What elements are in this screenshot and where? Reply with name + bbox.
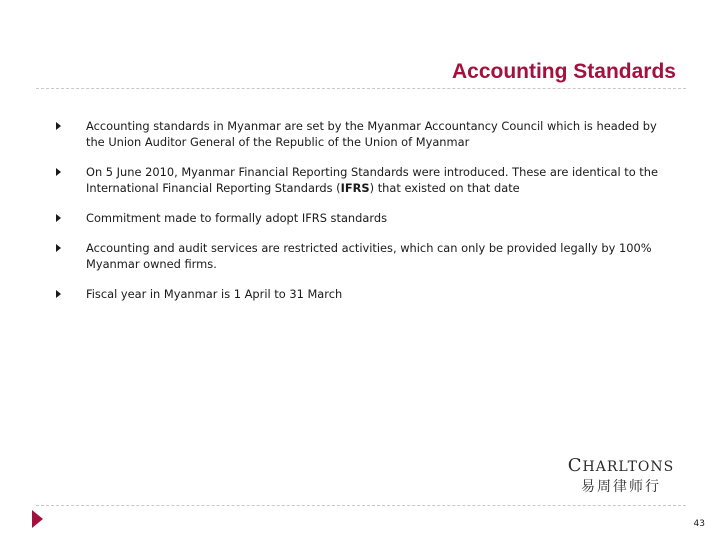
logo-initial: C xyxy=(567,455,583,476)
bullet-item xyxy=(56,118,664,150)
bullet-item xyxy=(56,210,664,226)
bullet-list xyxy=(56,118,664,316)
logo-name xyxy=(556,455,686,478)
bullet-text: Accounting and audit services are restricted activities, which can only be provided legally by 100% Myanmar owned firms. xyxy=(86,241,652,271)
bullet-text xyxy=(86,165,658,195)
bullet-text: Fiscal year in Myanmar is 1 April to 31 March xyxy=(86,287,343,301)
logo-chinese-name: 易周律师行 xyxy=(581,479,661,495)
bullet-text-bold: IFRS xyxy=(340,181,370,195)
bullet-text-part: On 5 June 2010, Myanmar Financial Reporting Standards were introduced. These are identical to the International Financial Reporting Standards ( xyxy=(86,165,658,195)
triangle-bullet-icon xyxy=(56,290,61,298)
triangle-bullet-icon xyxy=(56,244,61,252)
arrow-right-icon xyxy=(32,510,43,528)
bullet-text: Accounting standards in Myanmar are set by the Myanmar Accountancy Council which is headed by the Union Auditor General of the Republic of the Union of Myanmar xyxy=(86,119,657,149)
triangle-bullet-icon xyxy=(56,122,61,130)
triangle-bullet-icon xyxy=(56,214,61,222)
logo-rest: HARLTONS xyxy=(582,459,675,475)
page-number: 43 xyxy=(693,519,705,529)
bottom-divider xyxy=(36,505,686,506)
slide-title: Accounting Standards xyxy=(451,60,676,83)
bullet-text: Commitment made to formally adopt IFRS standards xyxy=(86,211,388,225)
charltons-logo xyxy=(556,455,686,496)
bullet-item xyxy=(56,240,664,272)
top-divider xyxy=(36,88,686,89)
bullet-item xyxy=(56,286,664,302)
bullet-text-part: ) that existed on that date xyxy=(369,181,520,195)
triangle-bullet-icon xyxy=(56,168,61,176)
bullet-item xyxy=(56,164,664,196)
